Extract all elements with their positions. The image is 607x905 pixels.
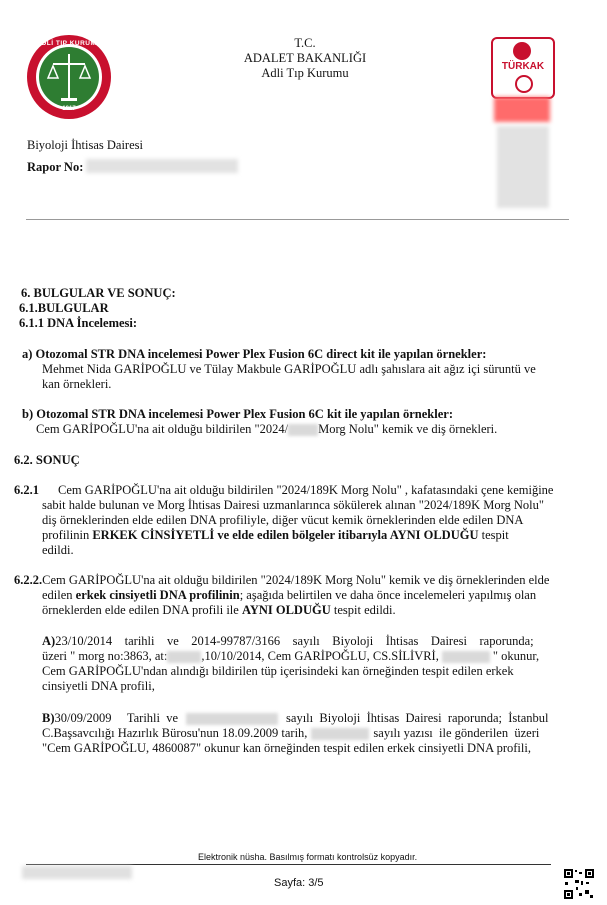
redacted-footer-left: [22, 866, 132, 879]
footer-divider: [26, 864, 551, 865]
report-no-label: Rapor No:: [27, 160, 84, 174]
item-B-line1: [42, 711, 549, 726]
turkak-text: TÜRKAK: [501, 61, 545, 72]
item-B-label: B): [42, 711, 55, 725]
turkak-logo: [491, 37, 555, 99]
org-line-ministry: ADALET BAKANLIĞI: [243, 51, 367, 65]
page-label: Sayfa:: [274, 877, 309, 889]
p622-num: 6.2.2.: [14, 573, 43, 587]
item-B-line2-pre: C.Başsavcılığı Hazırlık Bürosu'nun 18.09.2009 tarih,: [42, 726, 308, 740]
item-A-line2-mid: ,10/10/2014, Cem GARİPOĞLU, CS.SİLİVRİ,: [201, 649, 439, 663]
header-divider: [26, 219, 569, 220]
p622-line1-text: Cem GARİPOĞLU'na ait olduğu bildirilen "2024/189K Morg Nolu" kemik ve diş örneklerinden elde: [42, 573, 550, 587]
qr-code-icon: [563, 868, 595, 900]
org-heading: [190, 36, 420, 81]
item-B-line2-post: sayılı yazısı ile gönderilen üzeri: [373, 726, 540, 740]
crescent-star-icon: [513, 42, 531, 60]
item-b-line1: [36, 422, 497, 437]
redacted-morg-no: [288, 424, 318, 436]
item-a-line1: Mehmet Nida GARİPOĞLU ve Tülay Makbule GARİPOĞLU adlı şahıslara ait ağız içi süruntü ve: [42, 362, 536, 376]
p621-num: 6.2.1: [14, 483, 39, 497]
item-A-label: A): [42, 634, 56, 648]
p622-line2: [42, 588, 536, 603]
page-value: 3/5: [308, 877, 324, 889]
department-name: Biyoloji İhtisas Dairesi: [27, 138, 143, 152]
p621-line3: diş örneklerinden elde edilen DNA profiliyle, diğer vücut kemik örneklerinden elde edilen DNA: [42, 513, 524, 527]
item-a-title: a) Otozomal STR DNA incelemesi Power Plex Fusion 6C direct kit ile yapılan örnekler:: [22, 347, 487, 361]
section-6-1-title: 6.1.BULGULAR: [19, 301, 109, 315]
p622-line2-post: ; aşağıda belirtilen ve daha önce incelemeleri yapılmış olan: [239, 588, 537, 602]
p622-line2-bold: erkek cinsiyetli DNA profilinin: [75, 588, 240, 602]
section-6-2-title: 6.2. SONUÇ: [14, 453, 80, 467]
p621-line1: Cem GARİPOĞLU'na ait olduğu bildirilen "2024/189K Morg Nolu" , kafatasındaki çene kemiğine: [58, 483, 554, 497]
redacted-b-letter-no: [311, 728, 369, 740]
p621-line4: [42, 528, 509, 543]
item-B-line1-post: sayılı Biyoloji İhtisas Dairesi raporunda; İstanbul: [286, 711, 549, 725]
p621-line4-post: tespit: [478, 528, 509, 542]
p621-line5: edildi.: [42, 543, 74, 557]
p622-line3-pre: örneklerden elde edilen DNA profili ile: [42, 603, 242, 617]
item-A-line1: [42, 634, 534, 649]
item-A-line3: Cem GARİPOĞLU'ndan alındığı bildirilen tüp içerisindeki kan örneğinden tespit edilen erkek: [42, 664, 514, 678]
institution-seal-logo: [26, 34, 112, 120]
p622-line3: [42, 603, 396, 618]
footer-note: Elektronik nüsha. Basılmış formatı kontrolsüz kopyadır.: [198, 852, 418, 862]
p622-line2-pre: edilen: [42, 588, 76, 602]
p622-line3-bold: AYNI OLDUĞU: [241, 603, 331, 617]
section-6-title: 6. BULGULAR VE SONUÇ:: [21, 286, 176, 300]
item-b-text-pre: Cem GARİPOĞLU'na ait olduğu bildirilen "2024/: [36, 422, 289, 436]
org-line-tc: T.C.: [294, 36, 316, 50]
redacted-b-report-no: [186, 713, 278, 725]
item-A-line2: [42, 649, 539, 664]
item-b-title: b) Otozomal STR DNA incelemesi Power Plex Fusion 6C kit ile yapılan örnekler:: [22, 407, 453, 421]
org-line-institute: Adli Tıp Kurumu: [261, 66, 349, 80]
p622-line1: [14, 573, 549, 588]
redacted-at-value: [167, 651, 201, 663]
redacted-accreditation-no: [494, 97, 550, 122]
seal-year: 1917: [62, 106, 76, 112]
section-6-1-1-title: 6.1.1 DNA İncelemesi:: [19, 316, 138, 330]
redacted-report-no: [86, 159, 238, 173]
item-B-line1-pre: 30/09/2009 Tarihli ve: [54, 711, 179, 725]
page-number: [274, 877, 324, 889]
redacted-name-value: [442, 651, 490, 663]
seal-text: ADLİ TIP KURUMU: [36, 40, 102, 47]
p621-line4-bold: ERKEK CİNSİYETLİ ve elde edilen bölgeler itibarıyla AYNI OLDUĞU: [92, 528, 479, 542]
item-A-line1-text: 23/10/2014 tarihli ve 2014-99787/3166 sayılı Biyoloji İhtisas Dairesi raporunda;: [55, 634, 534, 648]
item-B-line2: [42, 726, 539, 741]
item-A-line4: cinsiyetli DNA profili,: [42, 679, 155, 693]
item-A-line2-post: " okunur,: [492, 649, 540, 663]
p622-line3-post: tespit edildi.: [330, 603, 396, 617]
p621-line4-pre: profilinin: [42, 528, 93, 542]
item-a-line2: kan örnekleri.: [42, 377, 112, 391]
check-icon: [515, 75, 533, 93]
item-A-line2-pre: üzeri " morg no:3863, at:: [42, 649, 168, 663]
item-B-line3: "Cem GARİPOĞLU, 4860087" okunur kan örneğinden tespit edilen erkek cinsiyetli DNA profili,: [42, 741, 531, 755]
item-b-text-post: Morg Nolu" kemik ve diş örnekleri.: [318, 422, 498, 436]
p621-line2: sabit halde bulunan ve Morg İhtisas Dairesi uzmanlarınca sökülerek alınan "2024/189K Morg Nolu": [42, 498, 544, 512]
redacted-qr-top: [497, 126, 549, 208]
